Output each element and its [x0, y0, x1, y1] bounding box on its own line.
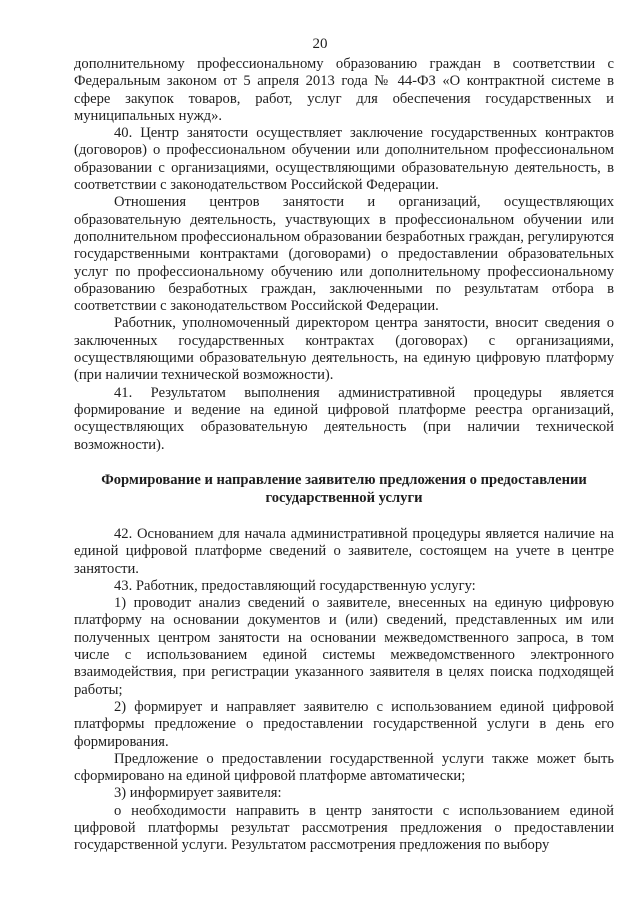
- paragraph: о необходимости направить в центр занятости с использованием единой цифровой платформы результат рассмотрения предложения о предоставлении государственной услуги. Результатом рассмотрения предложения по выбору: [74, 802, 614, 854]
- paragraph: 40. Центр занятости осуществляет заключение государственных контрактов (договоров) о профессиональном обучении или дополнительном профессиональном образовании с организациями, осуществляющими образовательную деятельность, в соответствии с законодательством Российской Федерации.: [74, 125, 614, 194]
- paragraph: 42. Основанием для начала административной процедуры является наличие на единой цифровой платформе сведений о заявителе, состоящем на учете в центре занятости.: [74, 526, 614, 577]
- paragraph: 1) проводит анализ сведений о заявителе, внесенных на единую цифровую платформу на основании документов и (или) сведений, представленных им или полученных центром занятости на основании межведомственного запроса, в том числе с использованием единой системы межведомственного электронного взаимодействия, при регистрации указанного заявителя в целях поиска подходящей работы;: [74, 595, 614, 698]
- paragraph: Предложение о предоставлении государственной услуги также может быть сформировано на единой цифровой платформе автоматически;: [74, 750, 614, 785]
- body-text-bottom: [74, 526, 614, 855]
- section-heading: Формирование и направление заявителю предложения о предоставлении государственной услуги: [101, 472, 587, 506]
- paragraph: 3) информирует заявителя:: [114, 785, 282, 802]
- paragraph: 2) формирует и направляет заявителю с использованием единой цифровой платформы предложение о предоставлении государственной услуги в день его формирования.: [74, 698, 614, 750]
- page-number: 20: [312, 36, 328, 52]
- body-text-top: [74, 56, 614, 454]
- paragraph: 41. Результатом выполнения административной процедуры является формирование и ведение на единой цифровой платформе реестра организаций, осуществляющих образовательную деятельность (при наличии технической возможности).: [74, 384, 614, 453]
- paragraph: Работник, уполномоченный директором центра занятости, вносит сведения о заключенных государственных контрактах (договорах) с организациями, осуществляющими образовательную деятельность, на единую цифровую платформу (при наличии технической возможности).: [74, 315, 614, 384]
- paragraph: 43. Работник, предоставляющий государственную услугу:: [114, 577, 476, 594]
- paragraph: Отношения центров занятости и организаций, осуществляющих образовательную деятельность, участвующих в профессиональном обучении или дополнительном профессиональном образовании безработных граждан, регулируются государственными контрактами (договорами) о предоставлении образовательных услуг по профессиональному обучению или дополнительному профессиональному образованию безработных граждан, заключенными по результатам отбора в соответствии с законодательством Российской Федерации.: [74, 194, 614, 315]
- paragraph: дополнительному профессиональному образованию граждан в соответствии с Федеральным законом от 5 апреля 2013 года № 44-ФЗ «О контрактной системе в сфере закупок товаров, работ, услуг для обеспечения государственных и муниципальных нужд».: [74, 56, 614, 124]
